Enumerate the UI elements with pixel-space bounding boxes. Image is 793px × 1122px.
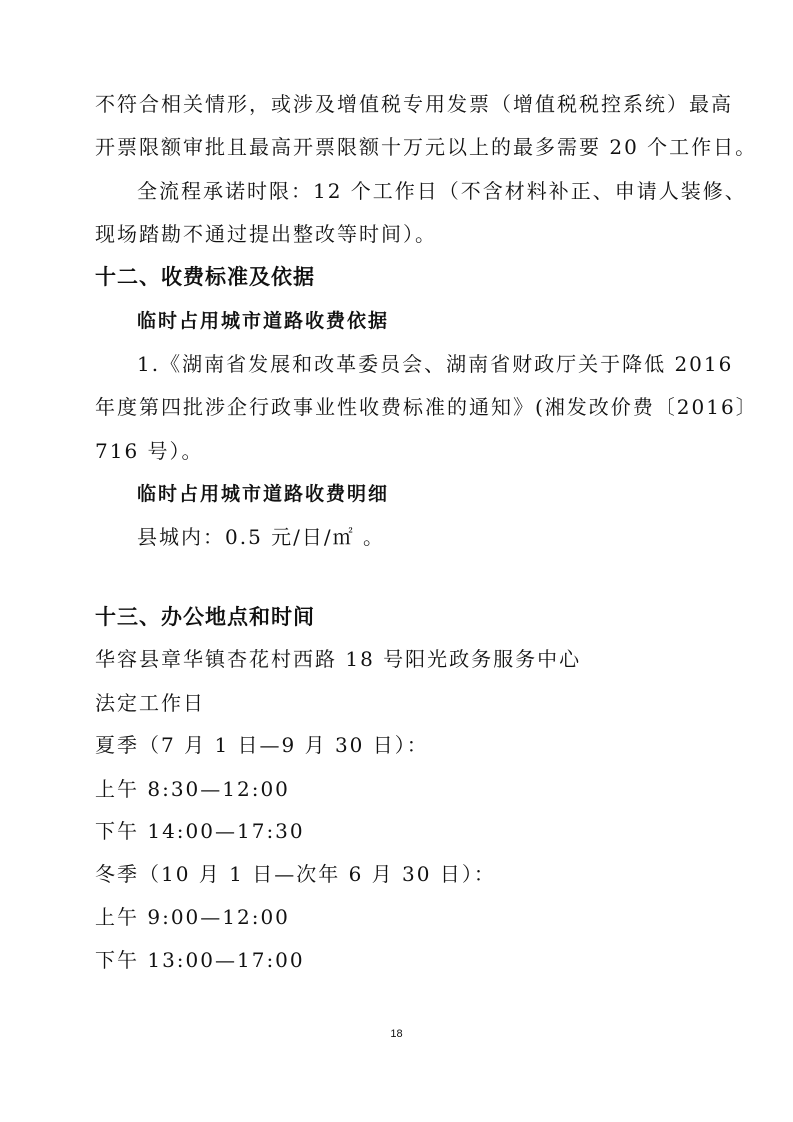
section-13-heading: 十三、办公地点和时间 xyxy=(95,605,315,629)
fee-basis-line-3: 716 号）。 xyxy=(95,439,204,463)
office-address: 华容县章华镇杏花村西路 18 号阳光政务服务中心 xyxy=(95,647,582,671)
fee-detail-title: 临时占用城市道路收费明细 xyxy=(137,483,390,505)
workday-label: 法定工作日 xyxy=(95,691,205,715)
winter-label: 冬季（10 月 1 日—次年 6 月 30 日）： xyxy=(95,862,496,886)
section-12-heading: 十二、收费标准及依据 xyxy=(95,265,315,289)
winter-afternoon-hours: 下午 13:00—17:00 xyxy=(95,948,305,972)
paragraph-2-line-2: 现场踏勘不通过提出整改等时间）。 xyxy=(95,222,437,246)
fee-basis-title: 临时占用城市道路收费依据 xyxy=(137,310,390,332)
summer-label: 夏季（7 月 1 日—9 月 30 日）： xyxy=(95,733,429,757)
page-number: 18 xyxy=(390,1028,403,1040)
fee-basis-line-1: 1.《湖南省发展和改革委员会、湖南省财政厅关于降低 2016 xyxy=(137,352,734,376)
fee-basis-line-2: 年度第四批涉企行政事业性收费标准的通知》(湘发改价费〔2016〕 xyxy=(95,395,758,419)
paragraph-1-line-2: 开票限额审批且最高开票限额十万元以上的最多需要 20 个工作日。 xyxy=(95,135,758,159)
winter-morning-hours: 上午 9:00—12:00 xyxy=(95,905,290,929)
summer-afternoon-hours: 下午 14:00—17:30 xyxy=(95,819,305,843)
paragraph-2-line-1: 全流程承诺时限：12 个工作日（不含材料补正、申请人装修、 xyxy=(137,179,747,203)
paragraph-1-line-1: 不符合相关情形，或涉及增值税专用发票（增值税税控系统）最高 xyxy=(95,92,733,116)
fee-detail-line: 县城内：0.5 元/日/㎡ 。 xyxy=(137,525,385,549)
summer-morning-hours: 上午 8:30—12:00 xyxy=(95,777,290,801)
